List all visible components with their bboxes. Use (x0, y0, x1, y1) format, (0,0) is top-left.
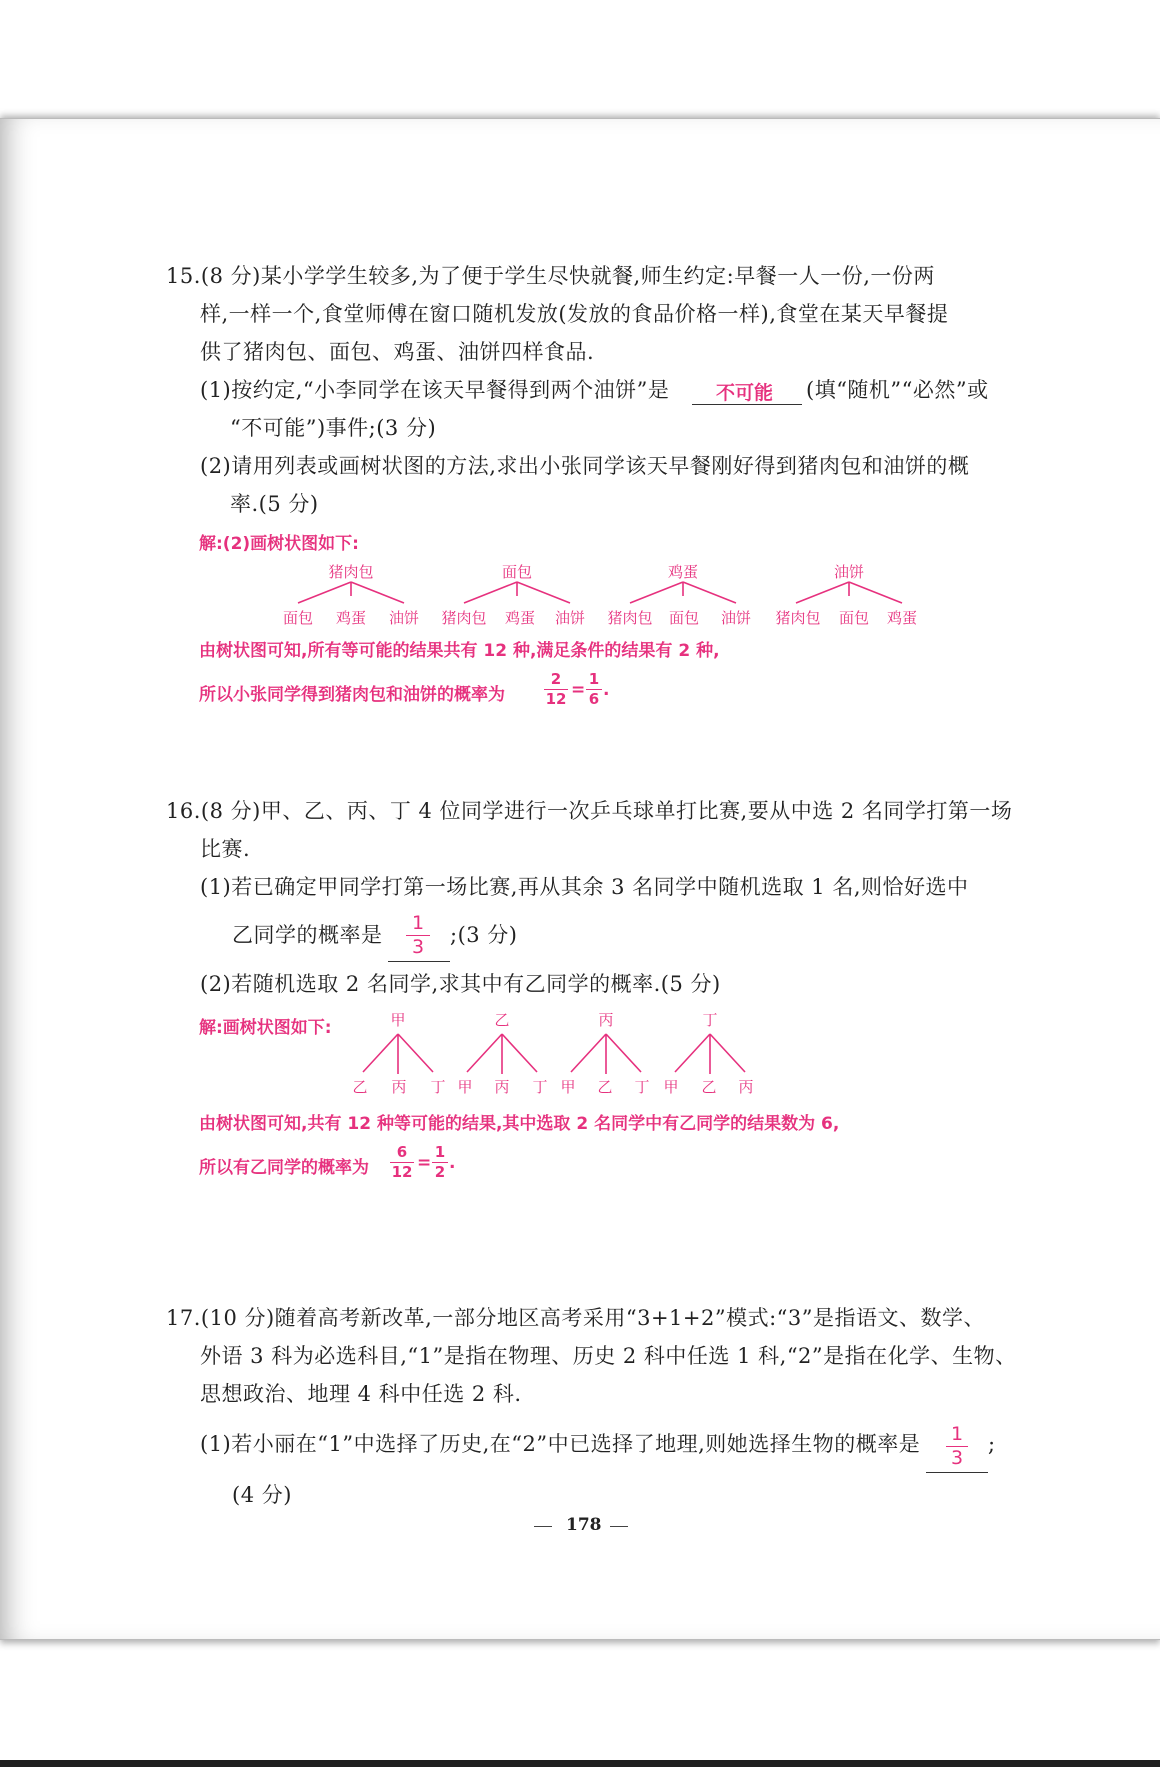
q16-tree-leaf: 丁 (430, 1078, 446, 1096)
q17-part1-score: (4 分) (232, 1483, 292, 1507)
q16-tree-leaf: 甲 (560, 1078, 576, 1096)
q15-line-1: 15.(8 分)某小学学生较多,为了便于学生尽快就餐,师生约定:早餐一人一份,一份两 (166, 264, 935, 288)
q16-tree-root-1: 甲 (390, 1011, 406, 1029)
denominator: 12 (391, 1163, 413, 1181)
q16-fraction-1-2 (432, 1143, 448, 1182)
q15-fraction-1-6 (586, 670, 602, 709)
q15-part1-answer: 不可能 (716, 382, 774, 404)
q15-part1-text: (1)按约定,“小李同学在该天早餐得到两个油饼”是 (200, 378, 670, 402)
q16-part2-text: (2)若随机选取 2 名同学,求其中有乙同学的概率.(5 分) (200, 972, 721, 996)
q15-part1-tail: “不可能”)事件;(3 分) (230, 416, 437, 440)
footer-dash-right (610, 1526, 628, 1527)
q17-part1-semicolon: ; (988, 1432, 996, 1456)
q16-tree-leaf: 丁 (532, 1078, 548, 1096)
q17-part1-text: (1)若小丽在“1”中选择了历史,在“2”中已选择了地理,则她选择生物的概率是 (200, 1432, 921, 1456)
q15-tree-root-2: 面包 (501, 563, 533, 581)
q16-tree-leaf: 丙 (391, 1078, 407, 1096)
period: . (449, 1153, 456, 1173)
numerator: 6 (390, 1143, 414, 1163)
q17-line-1: 17.(10 分)随着高考新改革,一部分地区高考采用“3+1+2”模式:“3”是指语文、数学、 (166, 1306, 986, 1330)
q15-part2-tail: 率.(5 分) (230, 492, 319, 516)
numerator: 1 (432, 1143, 448, 1163)
bottom-edge-bar (0, 1760, 1160, 1767)
q15-line-3: 供了猪肉包、面包、鸡蛋、油饼四样食品. (200, 340, 595, 364)
q16-part1-answer (406, 912, 430, 959)
q16-part1-score: ;(3 分) (450, 923, 518, 947)
numerator: 1 (946, 1423, 968, 1447)
q16-tree-leaf: 丙 (738, 1078, 754, 1096)
q16-tree-leaf: 甲 (457, 1078, 473, 1096)
q16-tree-leaf: 乙 (701, 1078, 717, 1096)
q15-fraction-2-12 (544, 670, 568, 709)
q16-solution-line-1: 由树状图可知,共有 12 种等可能的结果,其中选取 2 名同学中有乙同学的结果数为 6, (199, 1114, 840, 1134)
q17-part1-answer (946, 1423, 968, 1470)
q16-line-1: 16.(8 分)甲、乙、丙、丁 4 位同学进行一次乒乓球单打比赛,要从中选 2 名同学打第一场 (166, 799, 1013, 823)
q16-part1-question: 乙同学的概率是 (232, 923, 383, 947)
q15-tree-leaf: 猪肉包 (441, 609, 487, 627)
q16-tree-root-4: 丁 (702, 1011, 718, 1029)
q15-tree-root-4: 油饼 (833, 563, 865, 581)
equals-sign: = (571, 680, 586, 700)
denominator: 3 (950, 1447, 964, 1469)
denominator: 6 (588, 690, 600, 708)
footer-dash-left (534, 1526, 552, 1527)
q15-tree-leaf: 鸡蛋 (886, 609, 918, 627)
q15-solution-line-1: 由树状图可知,所有等可能的结果共有 12 种,满足条件的结果有 2 种, (199, 641, 720, 661)
q15-part2-text: (2)请用列表或画树状图的方法,求出小张同学该天早餐刚好得到猪肉包和油饼的概 (200, 454, 970, 478)
q15-tree-leaf: 面包 (668, 609, 700, 627)
q16-tree-leaf: 甲 (663, 1078, 679, 1096)
q15-tree-leaf: 面包 (838, 609, 870, 627)
q15-tree-root-3: 鸡蛋 (667, 563, 699, 581)
q15-tree-leaf: 面包 (282, 609, 314, 627)
q16-tree-root-3: 丙 (598, 1011, 614, 1029)
q16-line-2: 比赛. (200, 837, 251, 861)
q16-part1-text: (1)若已确定甲同学打第一场比赛,再从其余 3 名同学中随机选取 1 名,则恰好选中 (200, 875, 969, 899)
q15-tree-leaf: 油饼 (720, 609, 752, 627)
q15-tree-leaf: 猪肉包 (775, 609, 821, 627)
q17-line-2: 外语 3 科为必选科目,“1”是指在物理、历史 2 科中任选 1 科,“2”是指在化学、生物、 (200, 1344, 1017, 1368)
q16-tree-leaf: 乙 (597, 1078, 613, 1096)
q15-tree-leaf: 鸡蛋 (335, 609, 367, 627)
q16-fraction-6-12 (390, 1143, 414, 1182)
q15-line-2: 样,一样一个,食堂师傅在窗口随机发放(发放的食品价格一样),食堂在某天早餐提 (200, 302, 949, 326)
q16-solution-line-2: 所以有乙同学的概率为 (199, 1158, 369, 1178)
q15-solution-heading: 解:(2)画树状图如下: (199, 534, 359, 554)
q16-tree-diagram (340, 1008, 770, 1098)
q16-tree-leaf: 丙 (494, 1078, 510, 1096)
q15-tree-root-1: 猪肉包 (328, 563, 374, 581)
q17-answer-blank (926, 1472, 988, 1473)
q16-solution-heading: 解:画树状图如下: (199, 1018, 332, 1038)
page-number: 178 (566, 1515, 602, 1535)
q15-tree-diagram (270, 560, 920, 628)
q15-tree-leaf: 猪肉包 (607, 609, 653, 627)
numerator: 2 (544, 670, 568, 690)
equals-sign: = (417, 1153, 432, 1173)
period: . (603, 680, 610, 700)
denominator: 12 (545, 690, 567, 708)
denominator: 3 (411, 936, 425, 958)
top-margin (0, 0, 1160, 118)
q16-tree-leaf: 乙 (352, 1078, 368, 1096)
denominator: 2 (434, 1163, 446, 1181)
q15-part1-options: (填“随机”“必然”或 (806, 378, 989, 402)
q16-answer-blank (388, 961, 450, 962)
q15-tree-leaf: 油饼 (554, 609, 586, 627)
q15-tree-leaf: 油饼 (388, 609, 420, 627)
numerator: 1 (586, 670, 602, 690)
q17-line-3: 思想政治、地理 4 科中任选 2 科. (200, 1382, 522, 1406)
q15-solution-line-2: 所以小张同学得到猪肉包和油饼的概率为 (199, 685, 505, 705)
q16-tree-leaf: 丁 (634, 1078, 650, 1096)
q16-tree-root-2: 乙 (494, 1011, 510, 1029)
numerator: 1 (406, 912, 430, 936)
q15-tree-leaf: 鸡蛋 (504, 609, 536, 627)
